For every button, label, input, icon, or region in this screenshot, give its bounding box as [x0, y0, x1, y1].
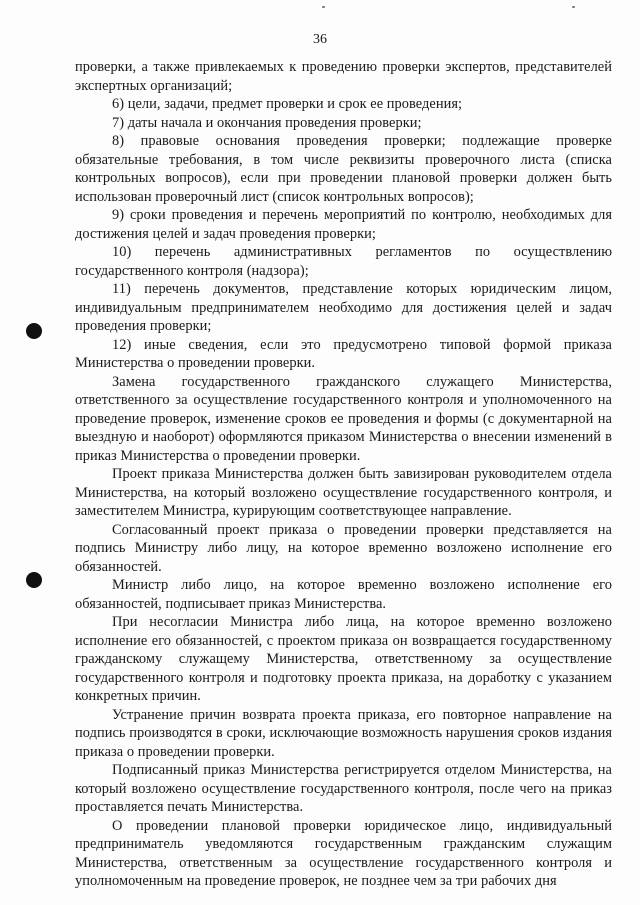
- paragraph: О проведении плановой проверки юридическое лицо, индивидуальный предприниматель уведомляются государственным гражданским служащим Министерства, ответственным за осуществление государственного контроля и уполномоченным на проведение проверок, не позднее чем за три рабочих дня: [75, 817, 612, 889]
- punch-hole: [26, 323, 42, 339]
- document-body: [75, 58, 612, 891]
- paragraph: Проект приказа Министерства должен быть завизирован руководителем отдела Министерства, на который возложено осуществление государственного контроля, и заместителем Министра, курирующим соответствующее направление.: [75, 466, 612, 519]
- paragraph: 11) перечень документов, представление которых юридическим лицом, индивидуальным предпринимателем необходимо для достижения целей и задач проведения проверки;: [75, 281, 612, 334]
- paragraph: 6) цели, задачи, предмет проверки и срок ее проведения;: [112, 96, 463, 112]
- paragraph: Министр либо лицо, на которое временно возложено исполнение его обязанностей, подписывает приказ Министерства.: [75, 577, 612, 612]
- paragraph: 12) иные сведения, если это предусмотрено типовой формой приказа Министерства о проведении проверки.: [75, 336, 612, 371]
- paragraph: проверки, а также привлекаемых к проведению проверки экспертов, представителей экспертных организаций;: [75, 59, 612, 94]
- page-number: 36: [313, 32, 327, 47]
- paragraph: Замена государственного гражданского служащего Министерства, ответственного за осуществление государственного контроля и уполномоченного на проведение проверок, изменение сроков ее проведения и формы (с документарной на выездную и наоборот) оформляются приказом Министерства о внесении изменений в приказ Министерства о проведении проверки.: [75, 373, 612, 464]
- paragraph: 9) сроки проведения и перечень мероприятий по контролю, необходимых для достижения целей и задач проведения проверки;: [75, 207, 612, 242]
- paragraph: Согласованный проект приказа о проведении проверки представляется на подпись Министру либо лицу, на которое временно возложено исполнение его обязанностей.: [75, 521, 612, 575]
- scan-speck: [572, 6, 575, 8]
- paragraph: Устранение причин возврата проекта приказа, его повторное направление на подпись производятся в сроки, исключающие возможность нарушения сроков издания приказа о проведении проверки.: [75, 706, 612, 760]
- paragraph: 8) правовые основания проведения проверки; подлежащие проверке обязательные требования, в том числе реквизиты проверочного листа (списка контрольных вопросов), если при проведении плановой проверки должен быть использован проверочный лист (список контрольных вопросов);: [75, 133, 612, 205]
- scan-speck: [322, 6, 325, 8]
- punch-hole: [26, 572, 42, 588]
- paragraph: При несогласии Министра либо лица, на которое временно возложено исполнение его обязанностей, с проектом приказа он возвращается государственному гражданскому служащему Министерства, ответственному за осуществление государственного контроля и подготовку проекта приказа, на доработку с указанием конкретных причин.: [75, 614, 612, 704]
- paragraph: 7) даты начала и окончания проведения проверки;: [112, 114, 422, 131]
- paragraph: 10) перечень административных регламентов по осуществлению государственного контроля (надзора);: [75, 244, 612, 279]
- paragraph: Подписанный приказ Министерства регистрируется отделом Министерства, на который возложено осуществление государственного контроля, после чего на приказ проставляется печать Министерства.: [75, 762, 612, 815]
